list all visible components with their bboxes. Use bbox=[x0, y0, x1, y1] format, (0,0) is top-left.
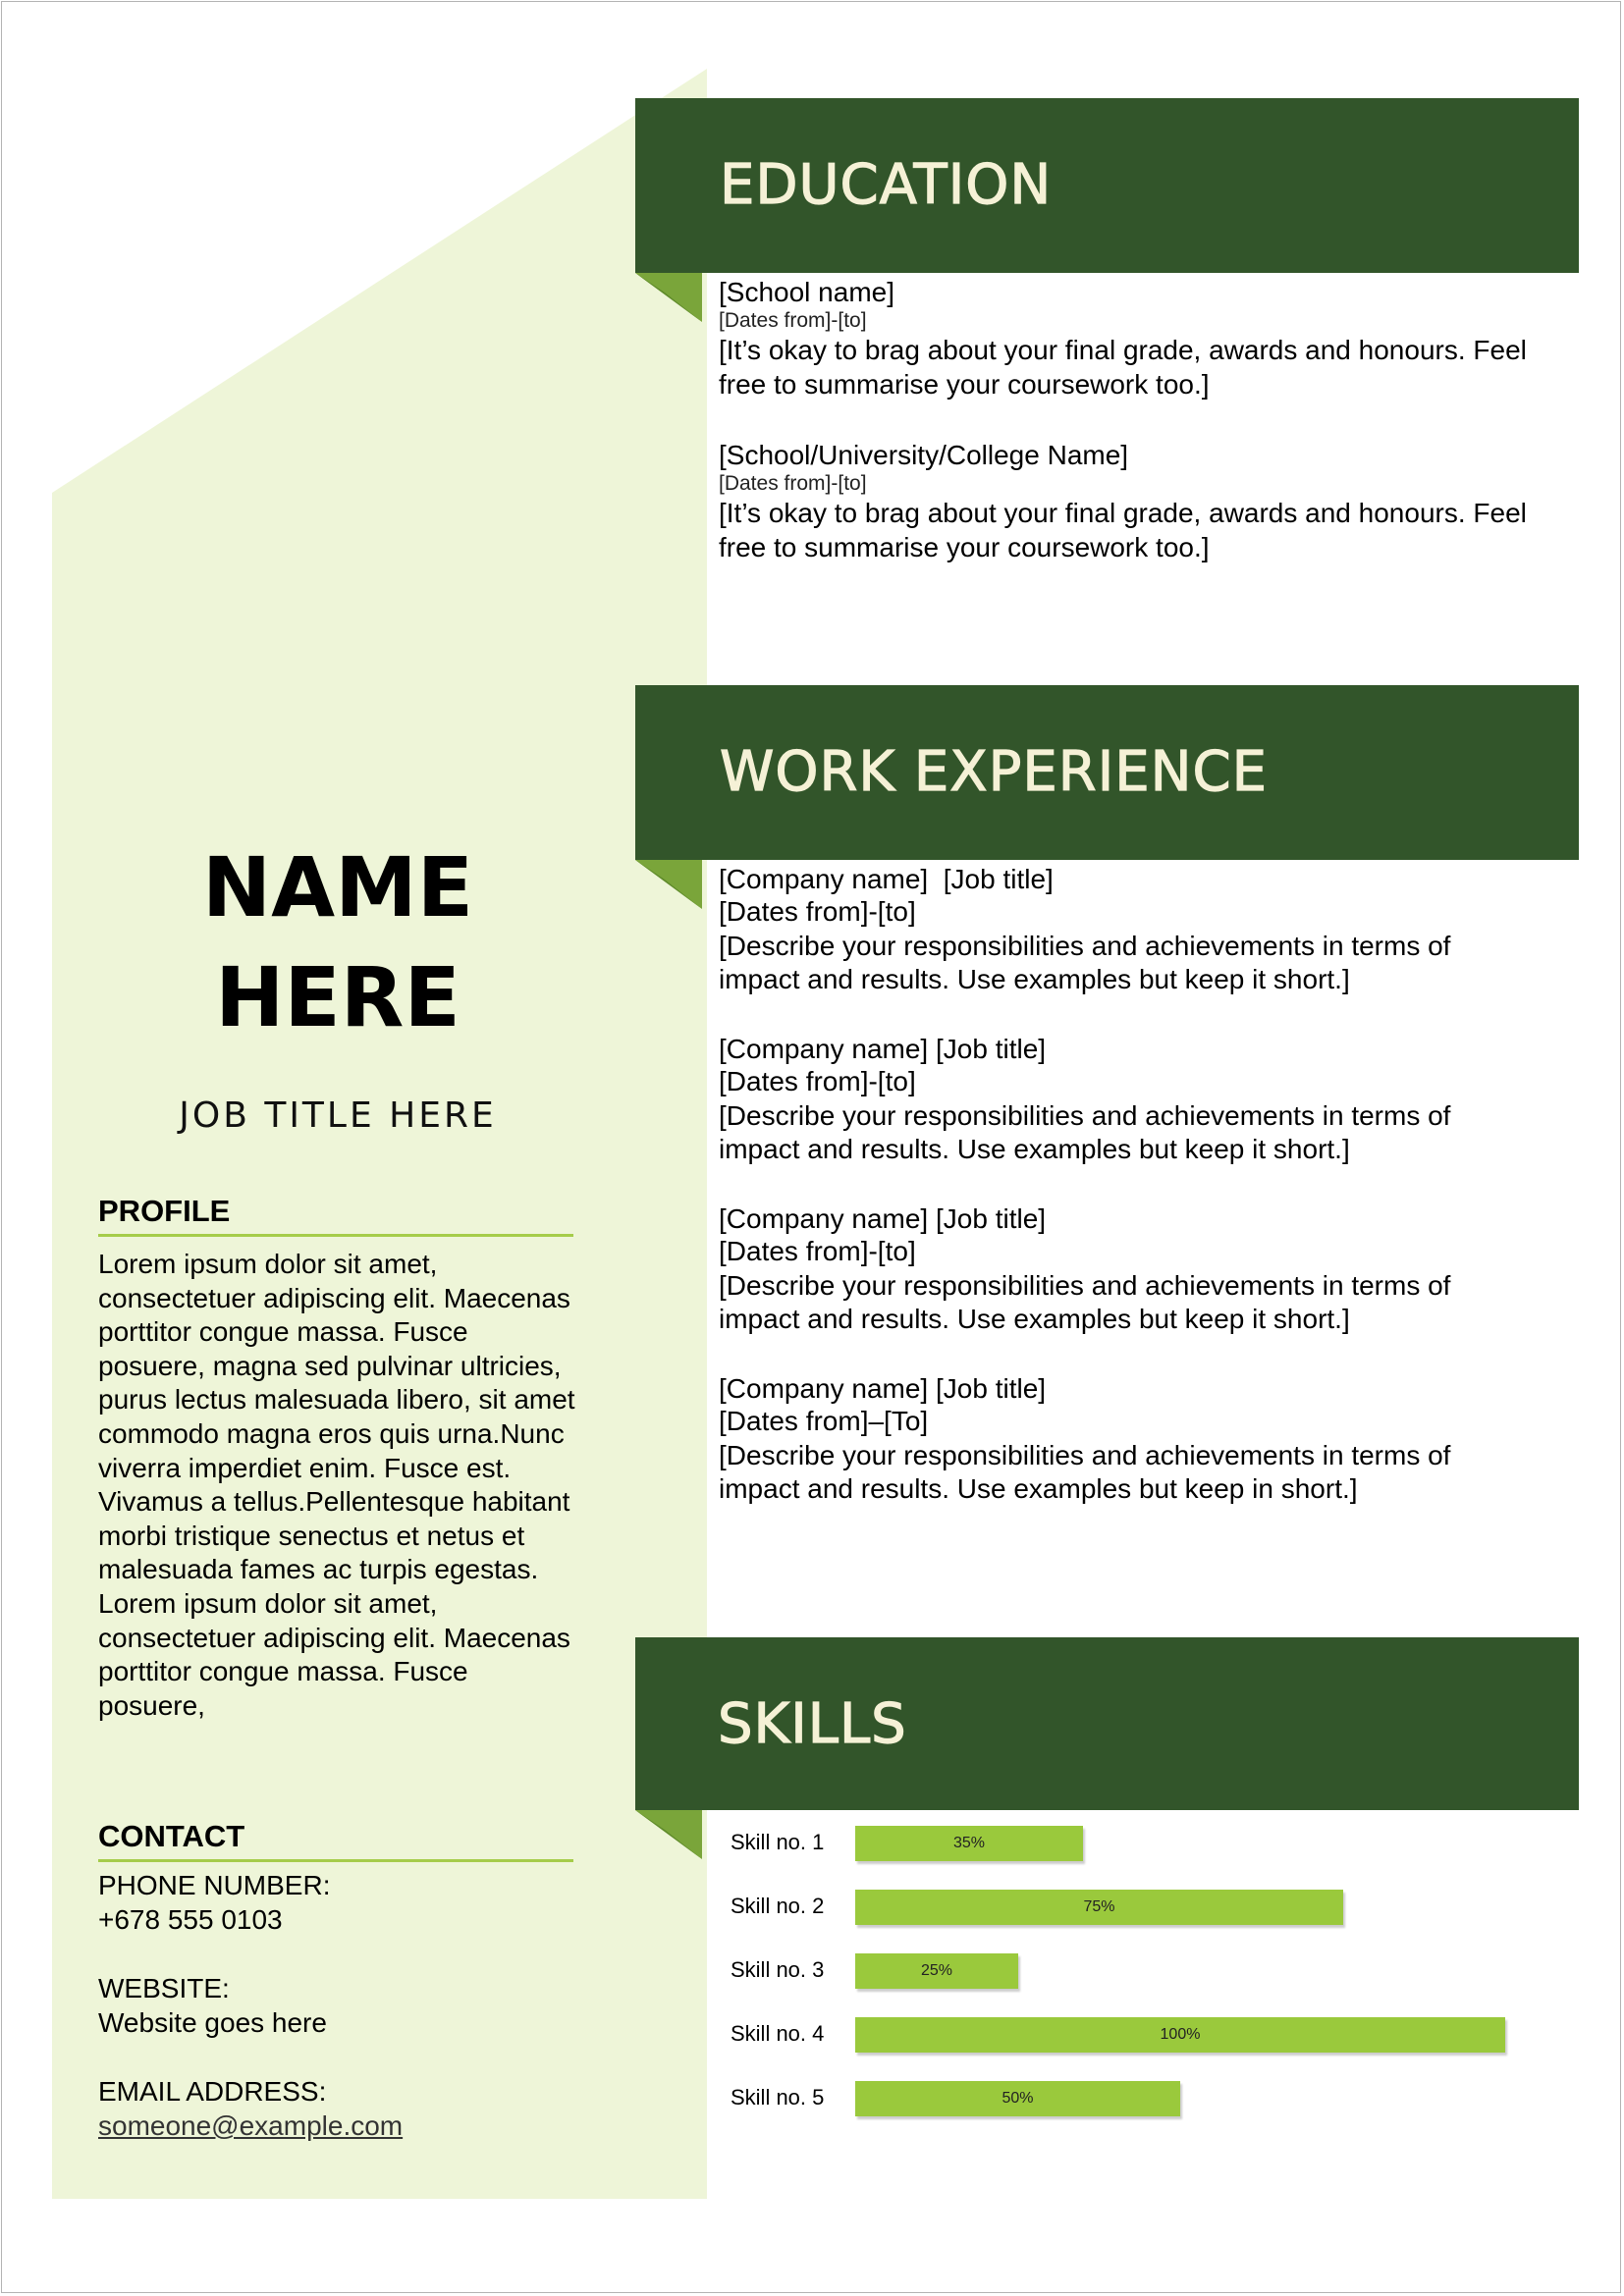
job-entry-description: [Describe your responsibilities and achievements in terms of impact and results. Use examples but keep it short.] bbox=[719, 1269, 1451, 1335]
school-description: [It’s okay to brag about your final grade, awards and honours. Feel free to summarise your coursework too.] bbox=[719, 498, 1527, 562]
job-entry-description: [Describe your responsibilities and achievements in terms of impact and results. Use examples but keep it short.] bbox=[719, 930, 1451, 995]
job-entry-description: [Describe your responsibilities and achievements in terms of impact and results. Use examples but keep in short.] bbox=[719, 1439, 1451, 1505]
work-entry-4 bbox=[719, 1373, 1563, 1507]
work-entry-1 bbox=[719, 864, 1563, 997]
phone-label: PHONE NUMBER: bbox=[98, 1870, 331, 1900]
work-heading: WORK EXPERIENCE bbox=[720, 740, 1268, 804]
email-link[interactable]: someone@example.com bbox=[98, 2109, 404, 2141]
contact-email bbox=[98, 2075, 579, 2143]
job-title: JOB TITLE HERE bbox=[179, 1095, 497, 1136]
website-value: Website goes here bbox=[98, 2006, 327, 2038]
school-dates: [Dates from]-[to] bbox=[719, 472, 867, 495]
work-entry-3 bbox=[719, 1203, 1563, 1337]
school-dates: [Dates from]-[to] bbox=[719, 309, 867, 332]
skills-band bbox=[635, 1637, 1579, 1810]
email-label: EMAIL ADDRESS: bbox=[98, 2076, 327, 2108]
skill-percent: 75% bbox=[1083, 1898, 1115, 1915]
skill-label: Skill no. 3 bbox=[731, 1957, 825, 1982]
skill-bar bbox=[855, 1890, 1343, 1925]
skill-percent: 100% bbox=[1160, 2026, 1201, 2043]
phone-value: +678 555 0103 bbox=[98, 1903, 283, 1935]
skill-label: Skill no. 5 bbox=[731, 2085, 825, 2109]
job-entry-description: [Describe your responsibilities and achievements in terms of impact and results. Use examples but keep it short.] bbox=[719, 1099, 1451, 1165]
skill-percent: 35% bbox=[952, 1835, 986, 1851]
name-line-2: HERE bbox=[215, 949, 460, 1045]
candidate-name bbox=[53, 832, 623, 1052]
work-fold-icon bbox=[635, 860, 702, 909]
contact-details bbox=[98, 1869, 579, 2179]
contact-website bbox=[98, 1972, 579, 2040]
education-heading: EDUCATION bbox=[720, 153, 1053, 217]
job-entry-dates: [Dates from]-[to] bbox=[719, 1236, 916, 1266]
skill-percent: 25% bbox=[920, 1962, 953, 1979]
contact-heading: CONTACT bbox=[98, 1818, 573, 1862]
education-entry-2 bbox=[719, 440, 1563, 564]
website-label: WEBSITE: bbox=[98, 1973, 230, 2004]
profile-heading: PROFILE bbox=[98, 1193, 573, 1237]
education-entry-1 bbox=[719, 277, 1563, 401]
skill-label: Skill no. 2 bbox=[731, 1894, 825, 1918]
skill-label: Skill no. 4 bbox=[731, 2021, 825, 2046]
job-entry-title: [Company name] [Job title] bbox=[719, 1373, 1047, 1404]
skill-bar bbox=[855, 1953, 1018, 1989]
name-line-1: NAME bbox=[201, 839, 474, 935]
school-name: [School/University/College Name] bbox=[719, 440, 1129, 470]
education-fold-icon bbox=[635, 273, 702, 322]
school-name: [School name] bbox=[719, 277, 894, 307]
skill-bar bbox=[855, 2017, 1505, 2053]
skill-bar bbox=[855, 2081, 1180, 2116]
skill-percent: 50% bbox=[1001, 2090, 1034, 2107]
school-description: [It’s okay to brag about your final grade, awards and honours. Feel free to summarise your coursework too.] bbox=[719, 335, 1527, 400]
profile-text: Lorem ipsum dolor sit amet, consectetuer adipiscing elit. Maecenas porttitor congue massa. Fusce posuere, magna sed pulvinar ultricies, purus lectus malesuada libero, sit amet commodo magna eros quis urna.Nunc viverra imperdiet enim. Fusce est. Vivamus a tellus.Pellentesque habitant morbi tristique senectus et netus et malesuada fames ac turpis egestas. Lorem ipsum dolor sit amet, consectetuer adipiscing elit. Maecenas porttitor congue massa. Fusce posuere, bbox=[98, 1249, 575, 1721]
skills-fold-icon bbox=[635, 1810, 702, 1859]
work-entry-2 bbox=[719, 1034, 1563, 1167]
job-entry-dates: [Dates from]-[to] bbox=[719, 1066, 916, 1096]
work-band bbox=[635, 685, 1579, 860]
job-entry-title: [Company name] [Job title] bbox=[719, 864, 1054, 894]
skill-bar bbox=[855, 1826, 1083, 1861]
job-entry-title: [Company name] [Job title] bbox=[719, 1203, 1047, 1234]
contact-phone bbox=[98, 1869, 579, 1937]
skill-label: Skill no. 1 bbox=[731, 1830, 825, 1854]
education-band bbox=[635, 98, 1579, 273]
job-entry-title: [Company name] [Job title] bbox=[719, 1034, 1047, 1064]
skills-heading: SKILLS bbox=[718, 1692, 907, 1756]
job-entry-dates: [Dates from]-[to] bbox=[719, 896, 916, 927]
job-entry-dates: [Dates from]–[To] bbox=[719, 1406, 929, 1436]
